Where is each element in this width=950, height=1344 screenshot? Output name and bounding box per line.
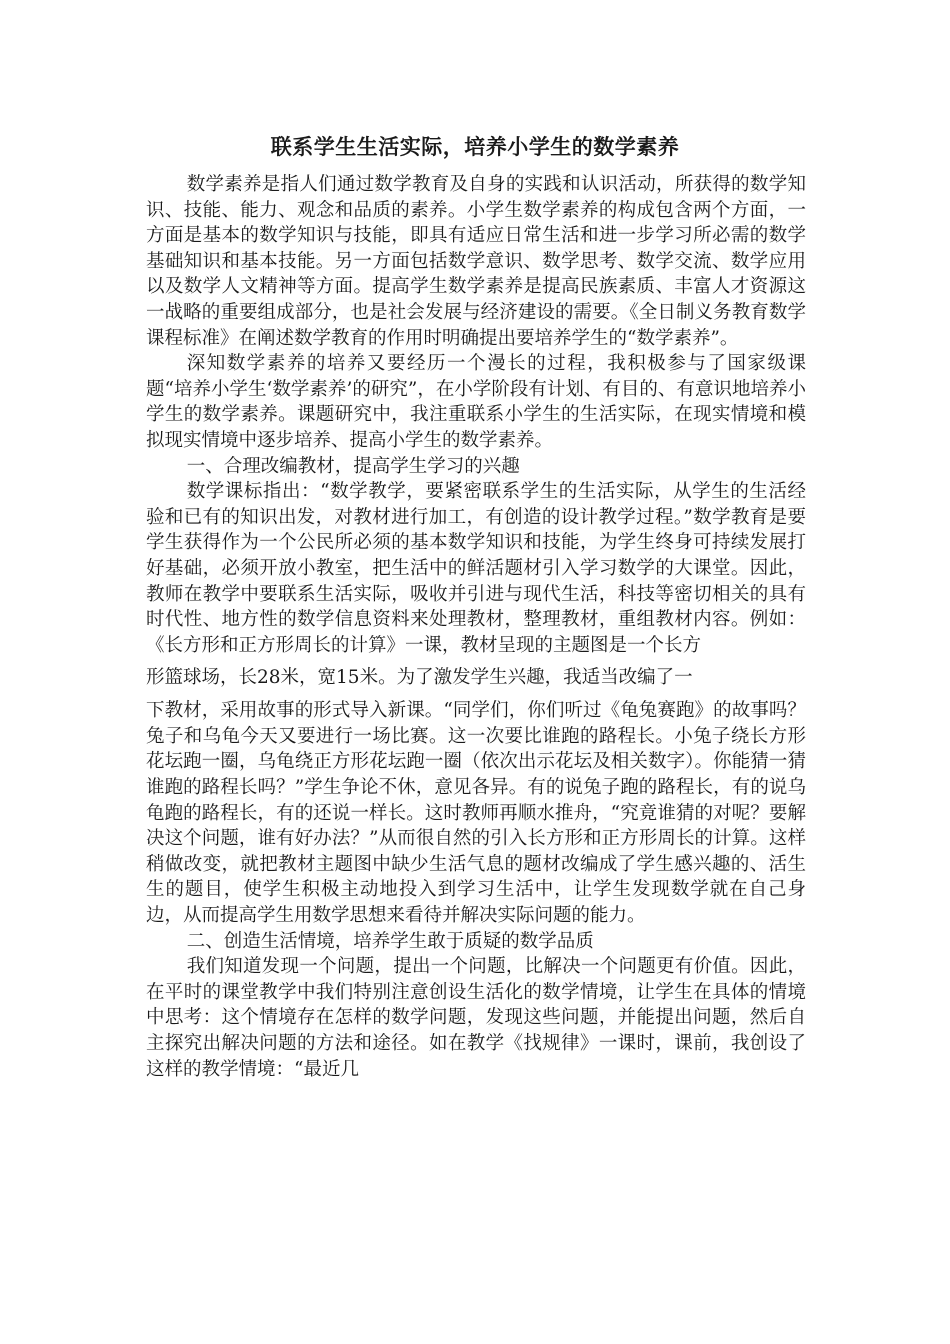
paragraph-curriculum: 数学课标指出：“数学教学，要紧密联系学生的生活实际，从学生的生活经验和已有的知识出发，对教材进行加工，有创造的设计教学过程。”数学教育是要学生获得作为一个公民所必须的基本数学知识和技能，为学生终身可持续发展打好基础，必须开放小教室，把生活中的鲜活题材引入学习数学的大课堂。因此，教师在教学中要联系生活实际，吸收并引进与现代生活，科技等密切相关的具有时代性、地方性的数学信息资料来处理教材，整理教材，重组教材内容。例如：《长方形和正方形周长的计算》一课，教材呈现的主题图是一个长方 (146, 481, 806, 656)
paragraph-story-intro: 下教材，采用故事的形式导入新课。“同学们，你们听过《龟兔赛跑》的故事吗？兔子和乌龟今天又要进行一场比赛。这一次要比谁跑的路程长。小兔子绕长方形花坛跑一圈，乌龟绕正方形花坛跑一圈（依次出示花坛及相关数字）。你能猜一猜谁跑的路程长吗？”学生争论不休，意见各异。有的说兔子跑的路程长，有的说乌龟跑的路程长，有的还说一样长。这时教师再顺水推舟，“究竟谁猜的对呢？要解决这个问题，谁有好办法？”从而很自然的引入长方形和正方形周长的计算。这样稍做改变，就把教材主题图中缺少生活气息的题材改编成了学生感兴趣的、活生生的题目，使学生积极主动地投入到学习生活中，让学生发现数学就在自己身边，从而提高学生用数学思想来看待并解决实际问题的能力。 (146, 700, 806, 927)
paragraph-intro: 数学素养是指人们通过数学教育及自身的实践和认识活动，所获得的数学知识、技能、能力、观念和品质的素养。小学生数学素养的构成包含两个方面，一方面是基本的数学知识与技能，即具有适应日常生活和进一步学习所必需的数学基础知识和基本技能。另一方面包括数学意识、数学思考、数学交流、数学应用以及数学人文精神等方面。提高学生数学素养是提高民族素质、丰富人才资源这一战略的重要组成部分，也是社会发展与经济建设的需要。《全日制义务教育数学课程标准》在阐述数学教育的作用时明确提出要培养学生的“数学素养”。 (146, 174, 806, 349)
paragraph-basketball-court: 形篮球场，长28米，宽15米。为了激发学生兴趣，我适当改编了一 (146, 667, 693, 689)
paragraph-life-situation: 我们知道发现一个问题，提出一个问题，比解决一个问题更有价值。因此，在平时的课堂教学中我们特别注意创设生活化的数学情境，让学生在具体的情境中思考：这个情境存在怎样的数学问题，发现这些问题，并能提出问题，然后自主探究出解决问题的方法和途径。如在教学《找规律》一课时，课前，我创设了这样的教学情境：“最近几 (146, 956, 806, 1080)
paragraph-research: 深知数学素养的培养又要经历一个漫长的过程，我积极参与了国家级课题“培养小学生‘数学素养’的研究”，在小学阶段有计划、有目的、有意识地培养小学生的数学素养。课题研究中，我注重联系小学生的生活实际，在现实情境和模拟现实情境中逐步培养、提高小学生的数学素养。 (146, 353, 806, 451)
document-body (146, 172, 806, 1082)
document-title: 联系学生生活实际，培养小学生的数学素养 (270, 135, 680, 159)
section-heading-1: 一、合理改编教材，提高学生学习的兴趣 (186, 455, 520, 477)
section-heading-2: 二、创造生活情境，培养学生敢于质疑的数学品质 (186, 930, 594, 952)
